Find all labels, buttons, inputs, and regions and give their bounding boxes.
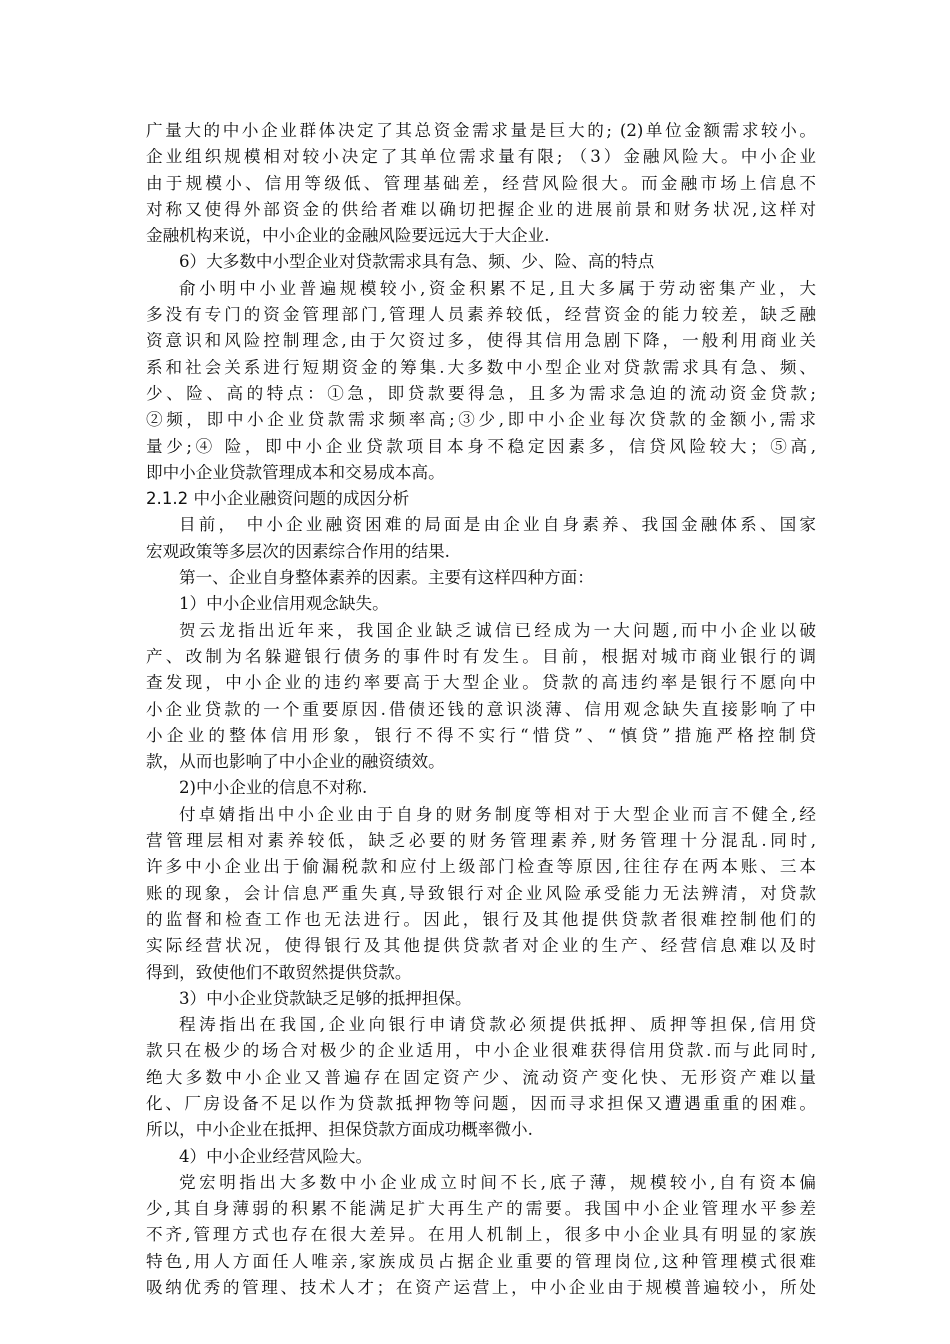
- text-line: 宏观政策等多层次的因素综合作用的结果.: [146, 541, 450, 561]
- text-line: 2)中小企业的信息不对称.: [179, 778, 368, 798]
- text-line: 吸纳优秀的管理、技术人才；在资产运营上，中小企业由于规模普遍较小，所处: [146, 1278, 816, 1298]
- text-line: 金融机构来说，中小企业的金融风险要远远大于大企业.: [146, 226, 550, 246]
- text-line: 付卓婧指出中小企业由于自身的财务制度等相对于大型企业而言不健全,经: [179, 804, 816, 824]
- text-line: 1）中小企业信用观念缺失。: [179, 594, 389, 614]
- text-line: 多没有专门的资金管理部门,管理人员素养较低，经营资金的能力较差，缺乏融: [146, 305, 816, 325]
- text-line: 得到，致使他们不敢贸然提供贷款。: [146, 962, 412, 982]
- text-line: 绝大多数中小企业又普遍存在固定资产少、流动资产变化快、无形资产难以量: [146, 1067, 816, 1087]
- text-line: 4）中小企业经营风险大。: [179, 1146, 373, 1166]
- text-line: 少,其自身薄弱的积累不能满足扩大再生产的需要。我国中小企业管理水平参差: [146, 1199, 816, 1219]
- text-line: 特色,用人方面任人唯亲,家族成员占据企业重要的管理岗位,这种管理模式很难: [146, 1251, 816, 1271]
- text-line: 3）中小企业贷款缺乏足够的抵押担保。: [179, 988, 472, 1008]
- document-page: [146, 118, 816, 1301]
- text-line: 不齐,管理方式也存在很大差异。在用人机制上，很多中小企业具有明显的家族: [146, 1225, 816, 1245]
- text-line: 贺云龙指出近年来，我国企业缺乏诚信已经成为一大问题,而中小企业以破: [179, 620, 816, 640]
- text-line: 所以，中小企业在抵押、担保贷款方面成功概率微小.: [146, 1120, 533, 1140]
- text-line: 即中小企业贷款管理成本和交易成本高。: [146, 462, 445, 482]
- text-line: 对称又使得外部资金的供给者难以确切把握企业的进展前景和财务状况,这样对: [146, 199, 816, 219]
- text-line: 6）大多数中小型企业对贷款需求具有急、频、少、险、高的特点: [179, 252, 655, 272]
- text-line: 第一、企业自身整体素养的因素。主要有这样四种方面：: [179, 568, 594, 588]
- text-line: 由于规模小、信用等级低、管理基础差，经营风险很大。而金融市场上信息不: [146, 173, 816, 193]
- section-heading: 2.1.2 中小企业融资问题的成因分析: [146, 489, 410, 509]
- text-line: 许多中小企业出于偷漏税款和应付上级部门检查等原因,往往存在两本账、三本: [146, 857, 816, 877]
- text-line: 系和社会关系进行短期资金的筹集.大多数中小型企业对贷款需求具有急、频、: [146, 357, 816, 377]
- text-line: 量少;④ 险，即中小企业贷款项目本身不稳定因素多，信贷风险较大；⑤高,: [146, 436, 816, 456]
- text-line: 目前， 中小企业融资困难的局面是由企业自身素养、我国金融体系、国家: [179, 515, 816, 535]
- text-line: ②频，即中小企业贷款需求频率高;③少,即中小企业每次贷款的金额小,需求: [146, 410, 816, 430]
- text-line: 的监督和检查工作也无法进行。因此，银行及其他提供贷款者很难控制他们的: [146, 909, 816, 929]
- text-line: 款，从而也影响了中小企业的融资绩效。: [146, 752, 445, 772]
- text-line: 企业组织规模相对较小决定了其单位需求量有限; （3）金融风险大。中小企业: [146, 147, 816, 167]
- text-line: 查发现，中小企业的违约率要高于大型企业。贷款的高违约率是银行不愿向中: [146, 673, 816, 693]
- text-line: 少、险、高的特点：①急，即贷款要得急，且多为需求急迫的流动资金贷款;: [146, 383, 816, 403]
- text-line: 账的现象，会计信息严重失真,导致银行对企业风险承受能力无法辨清，对贷款: [146, 883, 816, 903]
- text-line: 小企业贷款的一个重要原因.借债还钱的意识淡薄、信用观念缺失直接影响了中: [146, 699, 816, 719]
- text-line: 化、厂房设备不足以作为贷款抵押物等问题，因而寻求担保又遭遇重重的困难。: [146, 1093, 816, 1113]
- text-line: 党宏明指出大多数中小企业成立时间不长,底子薄，规模较小,自有资本偏: [179, 1172, 816, 1192]
- text-line: 广量大的中小企业群体决定了其总资金需求量是巨大的; (2)单位金额需求较小。: [146, 121, 816, 140]
- text-line: 营管理层相对素养较低，缺乏必要的财务管理素养,财务管理十分混乱.同时,: [146, 831, 816, 851]
- text-line: 款只在极少的场合对极少的企业适用，中小企业很难获得信用贷款.而与此同时,: [146, 1041, 816, 1061]
- text-line: 小企业的整体信用形象，银行不得不实行“惜贷”、“慎贷”措施严格控制贷: [146, 725, 816, 745]
- text-line: 产、改制为名躲避银行债务的事件时有发生。目前，根据对城市商业银行的调: [146, 646, 816, 666]
- text-line: 实际经营状况，使得银行及其他提供贷款者对企业的生产、经营信息难以及时: [146, 936, 816, 956]
- text-line: 程涛指出在我国,企业向银行申请贷款必须提供抵押、质押等担保,信用贷: [179, 1015, 816, 1035]
- text-line: 资意识和风险控制理念,由于欠资过多，使得其信用急剧下降，一般利用商业关: [146, 331, 816, 351]
- text-line: 俞小明中小业普遍规模较小,资金积累不足,且大多属于劳动密集产业，大: [179, 278, 816, 298]
